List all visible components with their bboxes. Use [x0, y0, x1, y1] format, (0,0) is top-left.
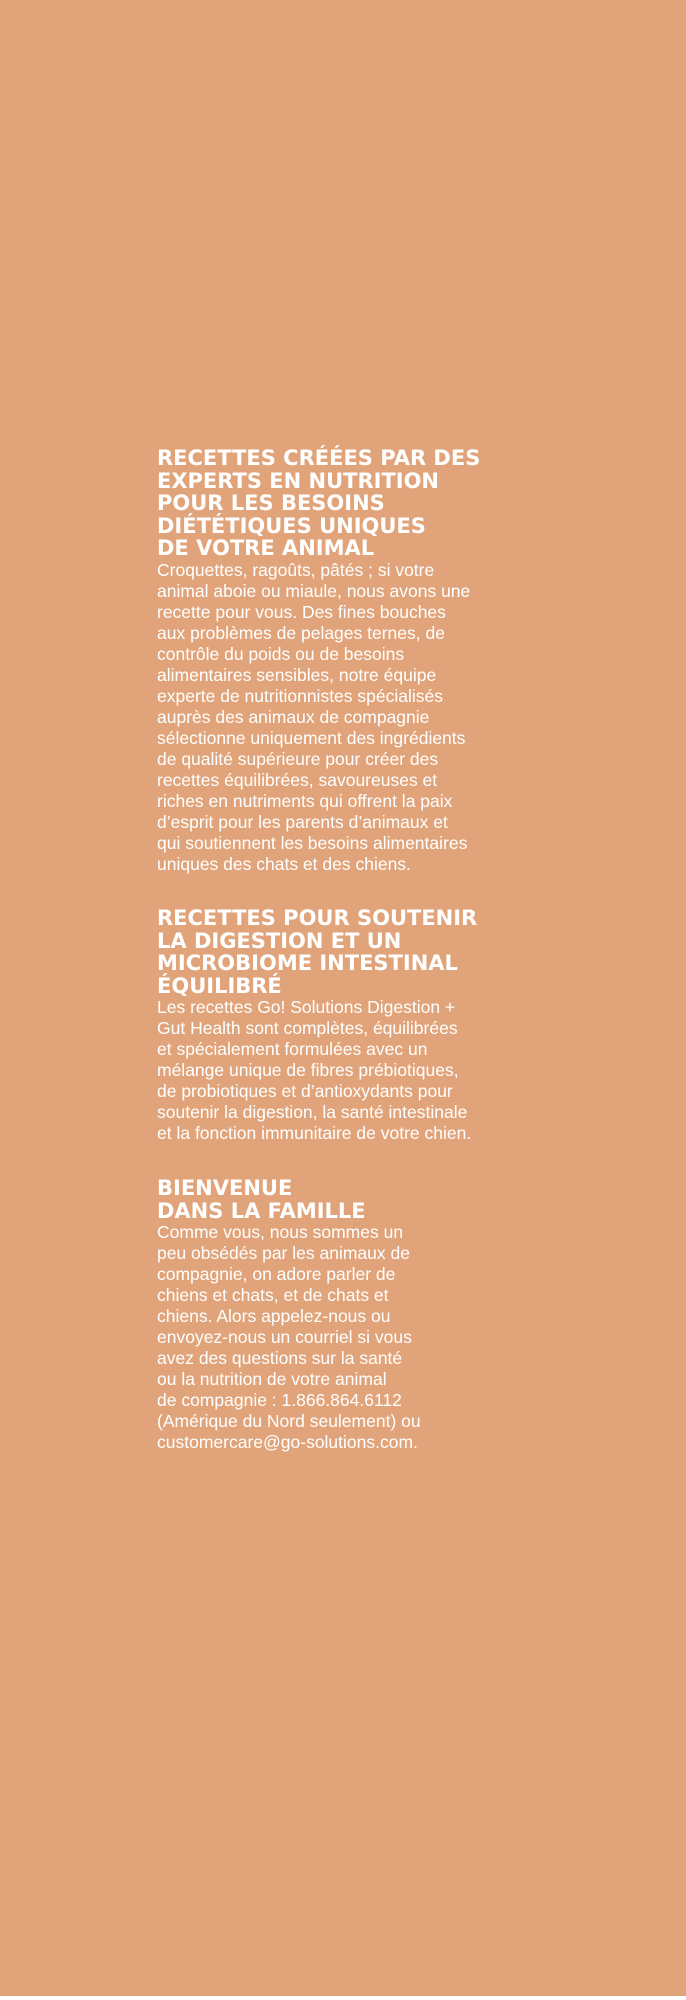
content-column — [157, 446, 557, 1452]
section-digestion — [157, 907, 477, 1144]
section-heading: BIENVENUE DANS LA FAMILLE — [157, 1176, 366, 1223]
section-heading: RECETTES POUR SOUTENIR LA DIGESTION ET UN MICROBIOME INTESTINAL ÉQUILIBRÉ — [157, 906, 478, 998]
section-body: Croquettes, ragoûts, pâtés ; si votre animal aboie ou miaule, nous avons une recette pour vous. Des fines bouches aux problèmes de pelages ternes, de contrôle du poids ou de besoins alimentaires sensibles, notre équipe experte de nutritionnistes spécialisés auprès des animaux de compagnie sélectionne uniquement des ingrédients de qualité supérieure pour créer des recettes équilibrées, savoureuses et riches en nutriments qui offrent la paix d’esprit pour les parents d’animaux et qui soutiennent les besoins alimentaires uniques des chats et des chiens. — [157, 559, 471, 874]
section-heading: RECETTES CRÉÉES PAR DES EXPERTS EN NUTRITION POUR LES BESOINS DIÉTÉTIQUES UNIQUES DE VOTRE ANIMAL — [157, 446, 481, 560]
section-body: Les recettes Go! Solutions Digestion + Gut Health sont complètes, équilibrées et spécialement formulées avec un mélange unique de fibres prébiotiques, de probiotiques et d’antioxydants pour soutenir la digestion, la santé intestinale et la fonction immunitaire de votre chien. — [157, 997, 472, 1143]
section-body: Comme vous, nous sommes un peu obsédés par les animaux de compagnie, on adore parler de chiens et chats, et de chats et chiens. Alors appelez-nous ou envoyez-nous un courriel si vous avez des questions sur la santé ou la nutrition de votre animal de compagnie : 1.866.864.6112 (Amérique du Nord seulement) ou customercare@go-solutions.com. — [157, 1222, 421, 1452]
section-expert-recipes — [157, 447, 557, 875]
section-welcome — [157, 1177, 421, 1453]
